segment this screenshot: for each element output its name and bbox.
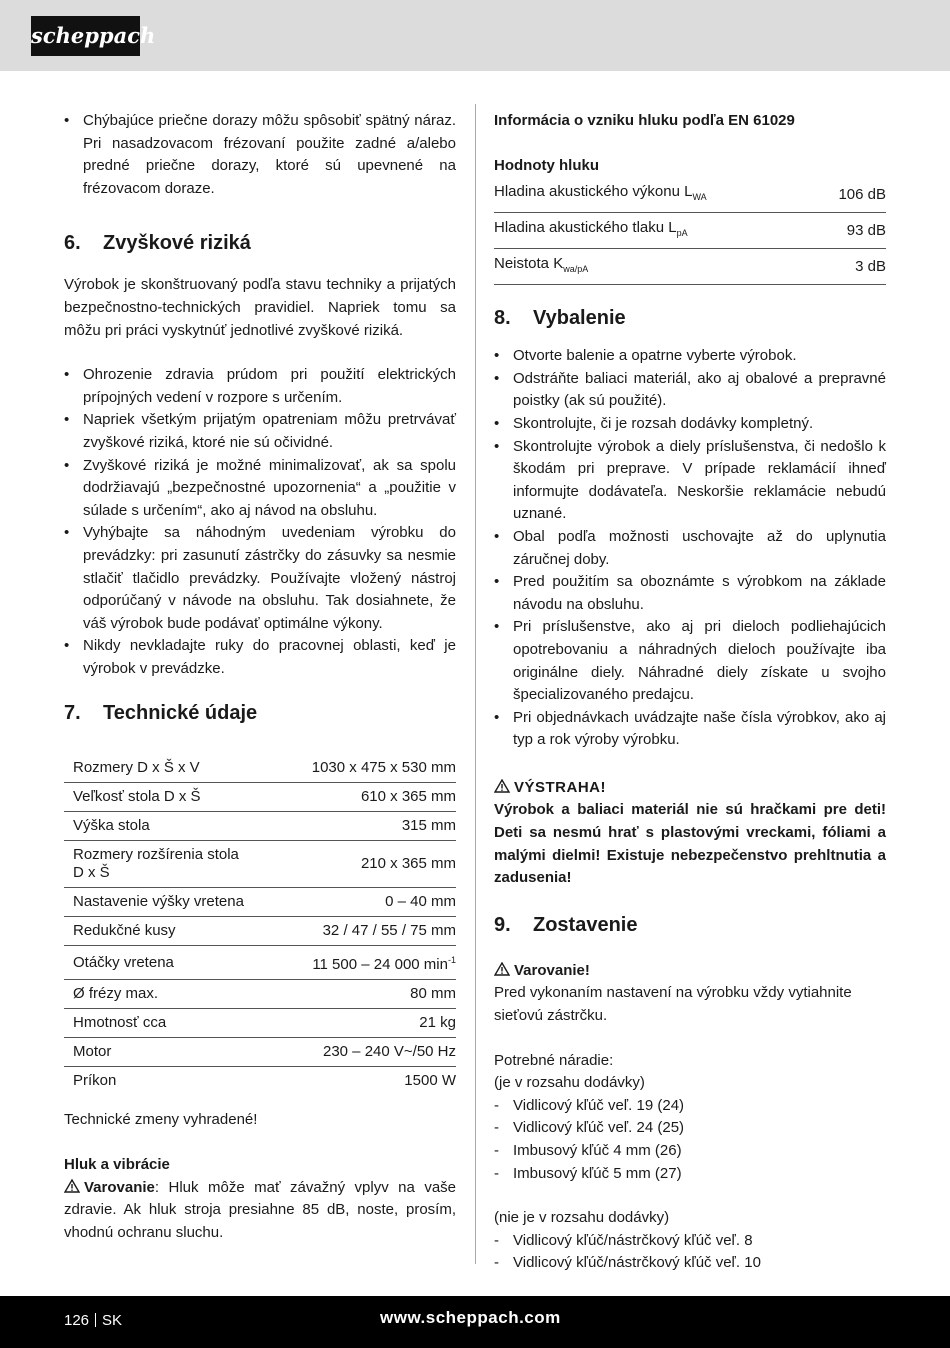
spec-value: 11 500 – 24 000 $\min^{-1}$ (253, 946, 456, 980)
noise-vibration-heading: Hluk a vibrácie (64, 1156, 170, 1174)
spec-value: 315 mm (253, 812, 456, 841)
list-item: • Obal podľa možnosti uschovajte až do uplynutia záručnej doby. (494, 526, 886, 571)
table-row (494, 249, 886, 285)
website-link[interactable]: www.scheppach.com (380, 1308, 561, 1327)
tools-heading: Potrebné náradie: (494, 1051, 614, 1069)
right-column (494, 110, 886, 1275)
list-item: • Pri objednávkach uvádzajte naše čísla výrobkov, ako aj typ a rok výroby výrobku. (494, 707, 886, 752)
table-row (64, 783, 456, 812)
noise-info-heading: Informácia o vzniku hluku podľa EN 61029 (494, 112, 795, 129)
spec-label: Rozmery D x Š x V (64, 754, 253, 783)
list-item: • Napriek všetkým prijatým opatreniam môžu pretrvávať zvyškové riziká, ktoré nie sú očividné. (64, 409, 456, 454)
list-item: • Pred použitím sa oboznámte s výrobkom na základe návodu na obsluhu. (494, 571, 886, 616)
warning-text: Výrobok a baliaci materiál nie sú hračkami pre deti! Deti sa nesmú hrať s plastovými vreckami, fóliami a malými dielmi! Existuje nebezpečenstvo prehltnutia a zadusenia! (494, 801, 886, 887)
list-item: • Zvyškové riziká je možné minimalizovať, ak sa spolu dodržiavajú „bezpečnostné upozornenia“ a „použitie v súlade s určením“, ako aj návod na obsluhu. (64, 455, 456, 523)
tools-excluded-list (494, 1230, 886, 1275)
table-row (64, 917, 456, 946)
table-row (64, 1009, 456, 1038)
section-8-heading: 8. Vybalenie (494, 307, 626, 330)
spec-value: 210 x 365 mm (253, 841, 456, 888)
list-item: • Ohrozenie zdravia prúdom pri použití elektrických prípojných vedení v rozpore s určením. (64, 364, 456, 409)
list-item: • Chýbajúce priečne dorazy môžu spôsobiť spätný náraz. Pri nasadzovacom frézovaní použite zadné a/alebo predné priečne dorazy, ktoré sú upevnené na frézovacom doraze. (64, 110, 456, 200)
list-item: - Imbusový kľúč 5 mm (27) (494, 1163, 886, 1186)
spec-label: Redukčné kusy (64, 917, 253, 946)
table-row (494, 213, 886, 249)
tools-included-note: (je v rozsahu dodávky) (494, 1074, 645, 1092)
spec-value: 80 mm (253, 980, 456, 1009)
scheppach-logo: scheppach (31, 16, 140, 56)
list-item: - Imbusový kľúč 4 mm (26) (494, 1140, 886, 1163)
technical-data-table (64, 754, 456, 1095)
spec-value: 21 kg (253, 1009, 456, 1038)
spec-label: Otáčky vretena (64, 946, 253, 980)
list-item: • Skontrolujte, či je rozsah dodávky kompletný. (494, 413, 886, 436)
spec-label: Rozmery rozšírenia stola D x Š (64, 841, 253, 888)
table-row (64, 841, 456, 888)
spec-value: 1030 x 475 x 530 mm (253, 754, 456, 783)
caution-heading: Varovanie! (494, 960, 886, 983)
list-item: - Vidlicový kľúč veľ. 24 (25) (494, 1117, 886, 1140)
spec-label: Nastavenie výšky vretena (64, 888, 253, 917)
noise-label: Hladina akustického výkonu $L_{WA}$ (494, 177, 814, 213)
table-row (64, 888, 456, 917)
spec-value: 1500 W (404, 1072, 456, 1090)
spec-label: Ø frézy max. (64, 980, 253, 1009)
list-item: - Vidlicový kľúč/nástrčkový kľúč veľ. 10 (494, 1252, 886, 1275)
spec-value: 0 – 40 mm (253, 888, 456, 917)
table-row (64, 812, 456, 841)
list-item: - Vidlicový kľúč/nástrčkový kľúč veľ. 8 (494, 1230, 886, 1253)
page-number: 126 SK (64, 1312, 123, 1329)
noise-value: 3 dB (814, 249, 886, 285)
noise-label: Hladina akustického tlaku $L_{pA}$ (494, 213, 814, 249)
noise-value: 93 dB (814, 213, 886, 249)
table-row (64, 1038, 456, 1067)
spec-value: 610 x 365 mm (253, 783, 456, 812)
noise-values-heading: Hodnoty hluku (494, 156, 599, 174)
tools-excluded-note: (nie je v rozsahu dodávky) (494, 1209, 670, 1227)
noise-warning: Varovanie: Hluk môže mať závažný vplyv na vaše zdravie. Ak hluk stroja presiahne 85 dB, noste, prosím, vhodnú ochranu sluchu. (64, 1178, 456, 1241)
section-7-heading: 7. Technické údaje (64, 702, 258, 725)
spec-label: Príkon (73, 1072, 117, 1090)
warning-triangle-icon (494, 779, 510, 793)
column-divider (475, 104, 476, 1264)
list-item: • Otvorte balenie a opatrne vyberte výrobok. (494, 345, 886, 368)
section-6-heading: 6. Zvyškové riziká (64, 232, 251, 255)
table-row (64, 754, 456, 783)
table-row (64, 946, 456, 980)
spec-value: 230 – 240 V~/50 Hz (253, 1038, 456, 1067)
technical-note: Technické zmeny vyhradené! (64, 1111, 258, 1129)
noise-values-table (494, 177, 886, 285)
list-item: • Pri príslušenstve, ako aj pri dieloch podliehajúcich opotrebovaniu a náhradných dieloch používajte iba originálne diely. Náhradné diely získate u svojho špecializovaného predajcu. (494, 616, 886, 706)
caution-text: Pred vykonaním nastavení na výrobku vždy vytiahnite sieťovú zástrčku. (494, 984, 852, 1025)
list-item: • Skontrolujte výrobok a diely príslušenstva, či nedošlo k škodám pri preprave. V prípade reklamácií ihneď informujte dodávateľa. Neskoršie reklamácie nebudú uznané. (494, 436, 886, 526)
spec-label: Veľkosť stola D x Š (64, 783, 253, 812)
list-item: • Vyhýbajte sa náhodným uvedeniam výrobku do prevádzky: pri zasunutí zástrčky do zásuvky sa nesmie stlačiť tlačidlo prevádzky. Používajte vložený nástroj odporúčaný v návode na obsluhu. Tak dosiahnete, že váš výrobok bude podávať optimálne výkony. (64, 522, 456, 635)
warning-triangle-icon (494, 962, 510, 976)
list-item: • Nikdy nevkladajte ruky do pracovnej oblasti, keď je výrobok v prevádzke. (64, 635, 456, 680)
page-footer (0, 1296, 950, 1348)
section-8-list (494, 345, 886, 752)
spec-value: 32 / 47 / 55 / 75 mm (253, 917, 456, 946)
noise-label: Neistota $K_{wa/pA}$ (494, 249, 814, 285)
section-6-list (64, 364, 456, 680)
list-item: - Vidlicový kľúč veľ. 19 (24) (494, 1095, 886, 1118)
intro-list (64, 110, 456, 200)
list-item: • Odstráňte baliaci materiál, ako aj obalové a prepravné poistky (ak sú použité). (494, 368, 886, 413)
noise-value: 106 dB (814, 177, 886, 213)
tools-included-list (494, 1095, 886, 1185)
section-9-heading: 9. Zostavenie (494, 913, 638, 936)
left-column (64, 110, 456, 1244)
warning-heading: VÝSTRAHA! (494, 777, 886, 800)
spec-label: Motor (64, 1038, 253, 1067)
warning-triangle-icon (64, 1179, 80, 1193)
page-header (0, 0, 950, 71)
table-row (64, 980, 456, 1009)
table-row (494, 177, 886, 213)
spec-label: Hmotnosť cca (64, 1009, 253, 1038)
table-row (64, 1067, 456, 1096)
section-6-paragraph: Výrobok je skonštruovaný podľa stavu techniky a prijatých bezpečnostno-technických pravidiel. Napriek tomu sa môžu pri práci vyskytnúť jednotlivé zvyškové riziká. (64, 276, 456, 339)
spec-label: Výška stola (64, 812, 253, 841)
